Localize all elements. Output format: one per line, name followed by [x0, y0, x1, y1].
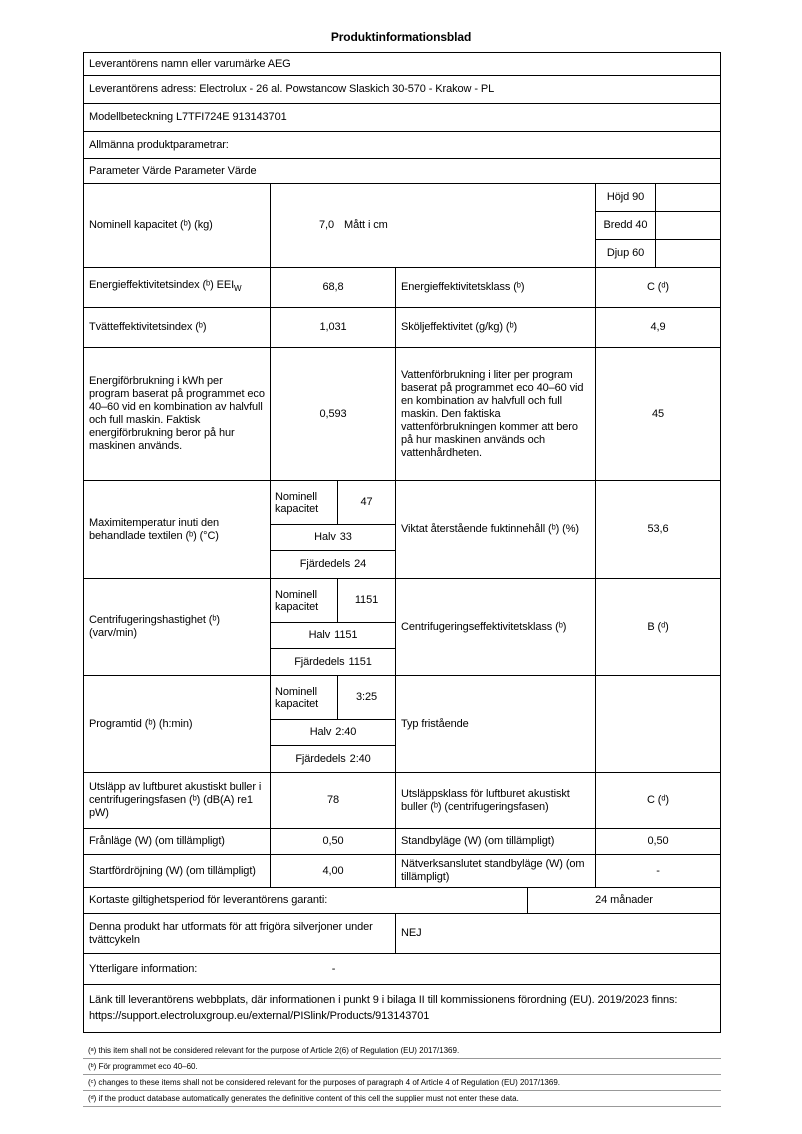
- additional-info-empty-cell: [396, 954, 720, 984]
- noise-value: 78: [271, 773, 396, 828]
- rinse-value: 4,9: [650, 321, 666, 333]
- moisture-label: Viktat återstående fuktinnehåll (ᵇ) (%): [396, 481, 596, 578]
- off-mode-label: Frånläge (W) (om tillämpligt): [84, 829, 271, 854]
- warranty-label: Kortaste giltighetsperiod för leverantörens garanti:: [84, 888, 528, 913]
- footnote-b: (ᵇ) För programmet eco 40–60.: [83, 1059, 721, 1075]
- dimension-height-cell: [596, 184, 656, 211]
- row-additional-info: [84, 954, 720, 985]
- product-information-table: [83, 52, 721, 1033]
- duration-half-label: Halv: [309, 726, 332, 738]
- energy-class-value: C (ᵈ): [647, 281, 669, 293]
- dimensions-subtable: [596, 184, 720, 267]
- spin-speed-label: Centrifugeringshastighet (ᵇ) (varv/min): [84, 579, 271, 675]
- model-identifier: Modellbeteckning L7TFI724E 913143701: [89, 111, 287, 123]
- row-spin-speed: [84, 579, 720, 676]
- row-supplier-link: [84, 985, 720, 1032]
- temp-half-label: Halv: [314, 531, 336, 543]
- spin-subtable: [271, 579, 396, 675]
- spin-half-value: 1151: [334, 629, 358, 641]
- row-nominal-capacity: [84, 184, 720, 268]
- water-consumption-value: 45: [651, 407, 665, 420]
- footnote-d: (ᵈ) if the product database automatically generates the definitive content of this cell the supplier must not enter these data.: [83, 1091, 721, 1107]
- temp-half-row: [271, 525, 395, 551]
- water-consumption-label: Vattenförbrukning i liter per program baserat på programmet eco 40–60 vid en kombination av halvfull och full maskin. Den faktiska vattenförbrukningen kommer att bero på hur maskinen används och vattenhårdheten.: [396, 348, 596, 480]
- section-heading: Allmänna produktparametrar:: [89, 138, 229, 151]
- capacity-value: 7,0: [319, 219, 334, 231]
- dimension-width-value: 40: [635, 219, 648, 231]
- duration-rated-label: Nominell kapacitet: [271, 676, 338, 719]
- duration-label: Programtid (ᵇ) (h:min): [84, 676, 271, 772]
- network-standby-value: -: [656, 864, 660, 877]
- dimension-depth-value: 60: [632, 247, 645, 259]
- dimension-row-width: [596, 212, 720, 240]
- row-consumption: [84, 348, 720, 481]
- spin-half-label: Halv: [308, 629, 331, 641]
- row-noise: [84, 773, 720, 829]
- spin-class-label: Centrifugeringseffektivitetsklass (ᵇ): [396, 579, 596, 675]
- energy-class-label: Energieffektivitetsklass (ᵇ): [396, 268, 596, 307]
- duration-rated-row: [271, 676, 395, 720]
- additional-info-label: Ytterligare information:: [89, 962, 198, 975]
- capacity-label-cell: [84, 184, 271, 267]
- document-title: Produktinformationsblad: [330, 30, 472, 44]
- standby-value: 0,50: [647, 835, 669, 847]
- energy-index-label-cell: [84, 268, 271, 307]
- moisture-value: 53,6: [647, 523, 669, 535]
- wash-index-label: Tvätteffektivitetsindex (ᵇ): [84, 308, 271, 347]
- duration-half-value: 2:40: [335, 726, 357, 738]
- dimension-depth-label: Djup: [606, 247, 630, 259]
- spin-half-row: [271, 623, 395, 649]
- delay-start-value: 4,00: [271, 855, 396, 887]
- spin-rated-label: Nominell kapacitet: [271, 579, 338, 622]
- spin-quarter-row: [271, 649, 395, 675]
- delay-start-label: Startfördröjning (W) (om tillämpligt): [84, 855, 271, 887]
- energy-consumption-label: Energiförbrukning i kWh per program baserat på programmet eco 40–60 vid en kombination av halvfull och full maskin. Faktisk energiförbrukning beror på hur maskinen används.: [84, 348, 271, 480]
- energy-consumption-value: 0,593: [271, 348, 396, 480]
- max-temp-label: Maximitemperatur inuti den behandlade textilen (ᵇ) (°C): [84, 481, 271, 578]
- wash-index-value: 1,031: [271, 308, 396, 347]
- row-wash-efficiency: [84, 308, 720, 348]
- off-mode-value: 0,50: [271, 829, 396, 854]
- energy-index-label-subscript: W: [234, 284, 242, 294]
- duration-subtable: [271, 676, 396, 772]
- row-programme-duration: [84, 676, 720, 773]
- spin-class-value: B (ᵈ): [647, 620, 669, 633]
- energy-index-value: 68,8: [271, 268, 396, 307]
- temp-rated-value: 47: [360, 496, 373, 508]
- energy-index-label-text: Energieffektivitetsindex (ᵇ) EEI: [89, 279, 235, 292]
- capacity-value-cell: [271, 184, 596, 267]
- spin-quarter-label: Fjärdedels: [294, 655, 345, 668]
- temp-rated-row: [271, 481, 395, 525]
- supplier-link-label: Länk till leverantörens webbplats, där informationen i punkt 9 i bilaga II till kommissionens förordning (EU). 2019/2023 finns:: [89, 994, 678, 1006]
- duration-quarter-value: 2:40: [349, 752, 371, 765]
- spin-quarter-value: 1151: [348, 655, 372, 668]
- temp-quarter-row: [271, 551, 395, 578]
- footnote-a: (ᵃ) this item shall not be considered relevant for the purpose of Article 2(6) of Regulation (EU) 2017/1369.: [83, 1043, 721, 1059]
- supplier-address: Leverantörens adress: Electrolux - 26 al. Powstancow Slaskich 30-570 - Krakow - PL: [89, 83, 495, 95]
- dimension-row-height: [596, 184, 720, 212]
- row-column-header: [84, 159, 720, 184]
- footnotes: [83, 1043, 721, 1107]
- noise-class-value: C (ᵈ): [647, 794, 669, 806]
- type-label: Typ fristående: [396, 676, 596, 772]
- row-energy-efficiency: [84, 268, 720, 308]
- row-silver-ions: [84, 914, 720, 954]
- standby-label: Standbyläge (W) (om tillämpligt): [396, 829, 596, 854]
- temp-half-value: 33: [339, 531, 352, 543]
- dimension-width-empty-cell: [656, 212, 720, 239]
- noise-class-label: Utsläppsklass för luftburet akustiskt buller (ᵇ) (centrifugeringsfasen): [396, 773, 596, 828]
- supplier-link-url[interactable]: https://support.electroluxgroup.eu/external/PISlink/Products/913143701: [89, 1010, 430, 1022]
- duration-half-row: [271, 720, 395, 746]
- supplier-link-cell: [84, 985, 720, 1032]
- warranty-value: 24 månader: [595, 894, 653, 906]
- row-warranty: [84, 888, 720, 914]
- dimension-depth-empty-cell: [656, 240, 720, 267]
- dimension-depth-cell: [596, 240, 656, 267]
- max-temp-subtable: [271, 481, 396, 578]
- row-off-mode: [84, 829, 720, 855]
- column-header: Parameter Värde Parameter Värde: [89, 164, 257, 177]
- footnote-c: (ᶜ) changes to these items shall not be considered relevant for the purposes of paragraph 4 of Article 4 of Regulation (EU) 2017/1369.: [83, 1075, 721, 1091]
- noise-label: Utsläpp av luftburet akustiskt buller i centrifugeringsfasen (ᵇ) (dB(A) re1 pW): [84, 773, 271, 828]
- dimension-height-value: 90: [632, 191, 645, 203]
- dimension-height-empty-cell: [656, 184, 720, 211]
- row-model: [84, 104, 720, 132]
- supplier-name: Leverantörens namn eller varumärke AEG: [89, 57, 291, 70]
- network-standby-label: Nätverksanslutet standbyläge (W) (om tillämpligt): [396, 855, 596, 887]
- row-max-temperature: [84, 481, 720, 579]
- rinse-label: Sköljeffektivitet (g/kg) (ᵇ): [396, 308, 596, 347]
- row-supplier: [84, 53, 720, 76]
- row-address: [84, 76, 720, 104]
- silver-ions-label: Denna produkt har utformats för att frigöra silverjoner under tvättcykeln: [84, 914, 396, 953]
- dimension-width-cell: [596, 212, 656, 239]
- temp-quarter-value: 24: [354, 558, 367, 570]
- dimension-row-depth: [596, 240, 720, 267]
- additional-info-value: -: [331, 962, 336, 975]
- dimension-height-label: Höjd: [606, 191, 630, 203]
- type-value: [596, 676, 720, 772]
- spin-rated-value: 1151: [354, 594, 379, 606]
- duration-quarter-label: Fjärdedels: [295, 752, 346, 765]
- capacity-label: Nominell kapacitet (ᵇ) (kg): [89, 219, 213, 231]
- dimensions-label: Mått i cm: [344, 219, 388, 231]
- row-section-heading: [84, 132, 720, 159]
- energy-index-label: [89, 279, 242, 295]
- spin-rated-row: [271, 579, 395, 623]
- duration-rated-value: 3:25: [355, 691, 377, 703]
- temp-quarter-label: Fjärdedels: [299, 558, 351, 570]
- silver-ions-value: NEJ: [401, 927, 422, 939]
- temp-rated-label: Nominell kapacitet: [271, 481, 338, 524]
- dimension-width-label: Bredd: [603, 219, 633, 231]
- row-delay-start: [84, 855, 720, 888]
- duration-quarter-row: [271, 746, 395, 772]
